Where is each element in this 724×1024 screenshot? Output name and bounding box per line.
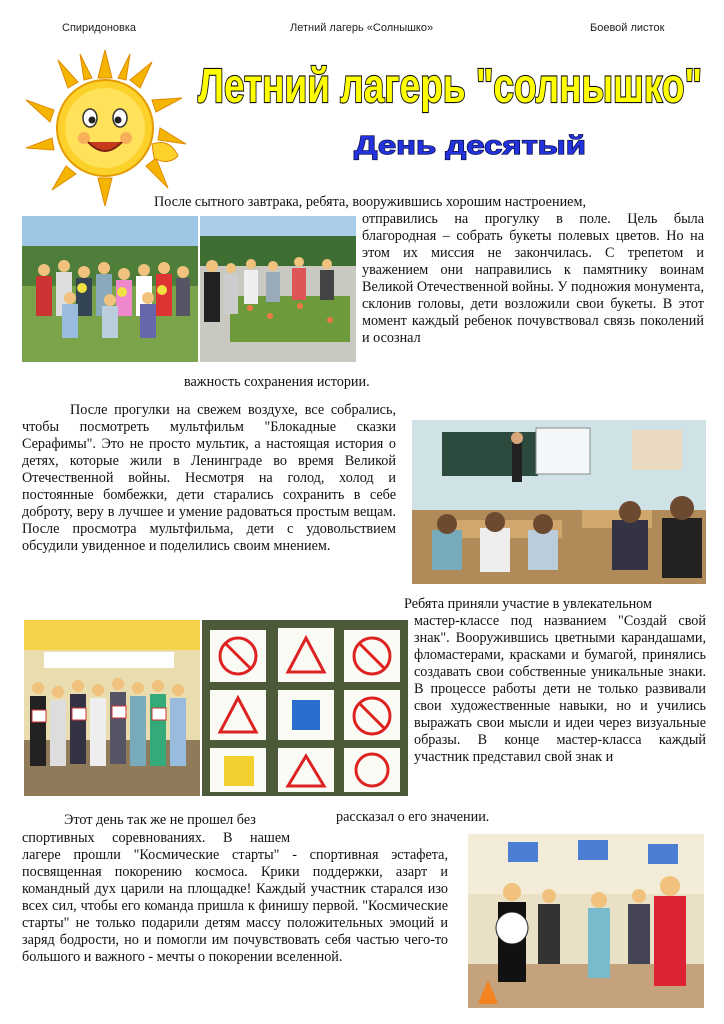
paragraph-masterclass-intro: Ребята приняли участие в увлекательном (404, 596, 652, 612)
paragraph-walk-body: отправились на прогулку в поле. Цель была благородная – собрать букеты полевых цветов. Но на этом их миссия не закончилась. С трепетом и уважением они направились к памятнику воинам Великой Отечественной войны. У подножия монумента, склонив головы, дети возложили свои букеты. В этот момент каждый ребенок почувствовал связь поколений и осознал (362, 211, 704, 346)
page-title-text: Летний лагерь "солнышко" (198, 60, 702, 113)
paragraph-cartoon: После прогулки на свежем воздухе, все собрались, чтобы посмотреть мультфильм "Блокадные сказки Серафимы". Это не просто мультик, а настоящая история о детях, которые жили в Ленинграде во время Великой Отечественной войны. Несмотря на голод, холод и постоянные бомбежки, дети старались сохранить в себе доброту, веру в лучшее и умение радоваться простым вещам. После просмотра мультфильма, дети с удовольствием обсудили увиденное и поделились своим мнением. (22, 402, 396, 554)
photo-drawn-signs (202, 620, 408, 796)
paragraph-sports-second-line: спортивных соревнованиях. В нашем (22, 830, 291, 846)
photo-monument-flowers (200, 216, 356, 362)
header-camp-name: Летний лагерь «Солнышко» (290, 22, 434, 34)
page-subtitle-text: День десятый (354, 130, 586, 160)
photo-masterclass-group (24, 620, 200, 796)
paragraph-masterclass-body: мастер-классе под названием "Создай свой знак". Вооружившись цветными карандашами, фломастерами, красками и бумагой, принялись создавать свои собственные уникальные знаки. В процессе работы дети не только развивали свои художественные навыки, но и учились выражать свои мысли и идеи через визуальные образы. В конце мастер-класса каждый участник представил свой знак и (414, 613, 706, 765)
paragraph-masterclass-end: рассказал о его значении. (336, 809, 490, 825)
paragraph-walk-intro: После сытного завтрака, ребята, вооружившись хорошим настроением, (154, 194, 586, 210)
sun-mascot-image (22, 48, 188, 208)
page-title (190, 44, 710, 118)
photo-space-relay (468, 834, 704, 1008)
paragraph-sports-intro: Этот день так же не прошел без (64, 812, 256, 828)
paragraph-walk-end: важность сохранения истории. (184, 374, 370, 390)
photo-field-group (22, 216, 198, 362)
photo-classroom-cartoon (412, 420, 706, 584)
paragraph-sports-body: лагере прошли "Космические старты" - спортивная эстафета, посвященная покорению космоса. Крики поддержки, азарт и командный дух царили на площадке! Каждый участник старался изо всех сил, чтобы его команда пришла к финишу первой. "Космические старты" не только подарили детям массу положительных эмоций и заряд бодрости, но и помогли им почувствовать себя частью чего-то большого и важного - мечты о покорении вселенной. (22, 847, 448, 965)
header-village: Спиридоновка (62, 22, 137, 34)
page-subtitle (350, 126, 590, 162)
header-leaflet-type: Боевой листок (590, 22, 665, 34)
